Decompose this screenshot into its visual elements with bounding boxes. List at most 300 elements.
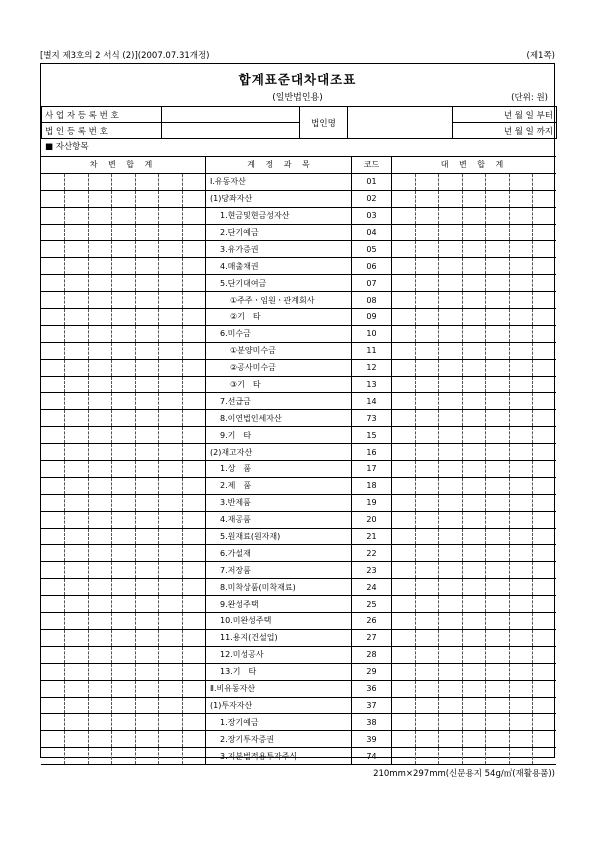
debit-amount-cell[interactable] bbox=[182, 663, 206, 680]
debit-amount-cell[interactable] bbox=[135, 427, 159, 444]
debit-amount-cell[interactable] bbox=[65, 511, 89, 528]
credit-amount-cell[interactable] bbox=[509, 629, 533, 646]
debit-amount-cell[interactable] bbox=[41, 190, 65, 207]
debit-amount-cell[interactable] bbox=[182, 342, 206, 359]
credit-amount-cell[interactable] bbox=[439, 646, 463, 663]
credit-amount-cell[interactable] bbox=[486, 359, 510, 376]
debit-amount-cell[interactable] bbox=[88, 241, 112, 258]
debit-amount-cell[interactable] bbox=[112, 207, 136, 224]
debit-amount-cell[interactable] bbox=[41, 697, 65, 714]
credit-amount-cell[interactable] bbox=[509, 748, 533, 765]
debit-amount-cell[interactable] bbox=[182, 275, 206, 292]
debit-amount-cell[interactable] bbox=[65, 376, 89, 393]
credit-amount-cell[interactable] bbox=[392, 207, 416, 224]
credit-amount-cell[interactable] bbox=[439, 241, 463, 258]
debit-amount-cell[interactable] bbox=[65, 292, 89, 309]
debit-amount-cell[interactable] bbox=[88, 629, 112, 646]
credit-amount-cell[interactable] bbox=[533, 545, 557, 562]
credit-amount-cell[interactable] bbox=[509, 207, 533, 224]
debit-amount-cell[interactable] bbox=[41, 629, 65, 646]
credit-amount-cell[interactable] bbox=[462, 427, 486, 444]
debit-amount-cell[interactable] bbox=[88, 325, 112, 342]
credit-amount-cell[interactable] bbox=[415, 579, 439, 596]
credit-amount-cell[interactable] bbox=[462, 731, 486, 748]
credit-amount-cell[interactable] bbox=[415, 545, 439, 562]
debit-amount-cell[interactable] bbox=[65, 731, 89, 748]
debit-amount-cell[interactable] bbox=[112, 292, 136, 309]
credit-amount-cell[interactable] bbox=[462, 528, 486, 545]
credit-amount-cell[interactable] bbox=[392, 190, 416, 207]
debit-amount-cell[interactable] bbox=[159, 646, 183, 663]
credit-amount-cell[interactable] bbox=[392, 173, 416, 190]
credit-amount-cell[interactable] bbox=[509, 275, 533, 292]
credit-amount-cell[interactable] bbox=[486, 596, 510, 613]
credit-amount-cell[interactable] bbox=[392, 629, 416, 646]
credit-amount-cell[interactable] bbox=[509, 562, 533, 579]
credit-amount-cell[interactable] bbox=[392, 325, 416, 342]
debit-amount-cell[interactable] bbox=[41, 731, 65, 748]
debit-amount-cell[interactable] bbox=[88, 714, 112, 731]
debit-amount-cell[interactable] bbox=[88, 376, 112, 393]
debit-amount-cell[interactable] bbox=[159, 207, 183, 224]
debit-amount-cell[interactable] bbox=[65, 477, 89, 494]
credit-amount-cell[interactable] bbox=[486, 663, 510, 680]
credit-amount-cell[interactable] bbox=[462, 275, 486, 292]
credit-amount-cell[interactable] bbox=[415, 275, 439, 292]
credit-amount-cell[interactable] bbox=[509, 258, 533, 275]
credit-amount-cell[interactable] bbox=[462, 646, 486, 663]
debit-amount-cell[interactable] bbox=[182, 477, 206, 494]
debit-amount-cell[interactable] bbox=[65, 393, 89, 410]
credit-amount-cell[interactable] bbox=[392, 258, 416, 275]
debit-amount-cell[interactable] bbox=[88, 258, 112, 275]
credit-amount-cell[interactable] bbox=[392, 393, 416, 410]
debit-amount-cell[interactable] bbox=[88, 748, 112, 765]
debit-amount-cell[interactable] bbox=[112, 629, 136, 646]
credit-amount-cell[interactable] bbox=[415, 393, 439, 410]
debit-amount-cell[interactable] bbox=[41, 393, 65, 410]
credit-amount-cell[interactable] bbox=[486, 562, 510, 579]
debit-amount-cell[interactable] bbox=[41, 748, 65, 765]
debit-amount-cell[interactable] bbox=[65, 629, 89, 646]
debit-amount-cell[interactable] bbox=[41, 309, 65, 326]
debit-amount-cell[interactable] bbox=[159, 613, 183, 630]
debit-amount-cell[interactable] bbox=[65, 309, 89, 326]
debit-amount-cell[interactable] bbox=[182, 359, 206, 376]
credit-amount-cell[interactable] bbox=[533, 258, 557, 275]
credit-amount-cell[interactable] bbox=[392, 444, 416, 461]
debit-amount-cell[interactable] bbox=[41, 376, 65, 393]
credit-amount-cell[interactable] bbox=[509, 528, 533, 545]
credit-amount-cell[interactable] bbox=[533, 596, 557, 613]
debit-amount-cell[interactable] bbox=[88, 697, 112, 714]
credit-amount-cell[interactable] bbox=[462, 714, 486, 731]
debit-amount-cell[interactable] bbox=[65, 427, 89, 444]
credit-amount-cell[interactable] bbox=[509, 494, 533, 511]
debit-amount-cell[interactable] bbox=[182, 461, 206, 478]
credit-amount-cell[interactable] bbox=[439, 427, 463, 444]
debit-amount-cell[interactable] bbox=[112, 663, 136, 680]
credit-amount-cell[interactable] bbox=[462, 190, 486, 207]
credit-amount-cell[interactable] bbox=[415, 511, 439, 528]
debit-amount-cell[interactable] bbox=[182, 596, 206, 613]
debit-amount-cell[interactable] bbox=[112, 731, 136, 748]
credit-amount-cell[interactable] bbox=[415, 596, 439, 613]
credit-amount-cell[interactable] bbox=[533, 224, 557, 241]
debit-amount-cell[interactable] bbox=[135, 444, 159, 461]
credit-amount-cell[interactable] bbox=[392, 461, 416, 478]
debit-amount-cell[interactable] bbox=[88, 663, 112, 680]
debit-amount-cell[interactable] bbox=[41, 241, 65, 258]
debit-amount-cell[interactable] bbox=[41, 359, 65, 376]
credit-amount-cell[interactable] bbox=[439, 393, 463, 410]
debit-amount-cell[interactable] bbox=[41, 579, 65, 596]
credit-amount-cell[interactable] bbox=[462, 359, 486, 376]
debit-amount-cell[interactable] bbox=[88, 646, 112, 663]
credit-amount-cell[interactable] bbox=[392, 342, 416, 359]
credit-amount-cell[interactable] bbox=[486, 207, 510, 224]
debit-amount-cell[interactable] bbox=[88, 190, 112, 207]
debit-amount-cell[interactable] bbox=[182, 444, 206, 461]
debit-amount-cell[interactable] bbox=[88, 410, 112, 427]
credit-amount-cell[interactable] bbox=[415, 562, 439, 579]
corp-no-field[interactable] bbox=[162, 123, 300, 139]
debit-amount-cell[interactable] bbox=[112, 477, 136, 494]
debit-amount-cell[interactable] bbox=[182, 528, 206, 545]
debit-amount-cell[interactable] bbox=[182, 579, 206, 596]
debit-amount-cell[interactable] bbox=[182, 393, 206, 410]
debit-amount-cell[interactable] bbox=[65, 325, 89, 342]
debit-amount-cell[interactable] bbox=[159, 528, 183, 545]
credit-amount-cell[interactable] bbox=[533, 275, 557, 292]
debit-amount-cell[interactable] bbox=[88, 173, 112, 190]
debit-amount-cell[interactable] bbox=[65, 613, 89, 630]
debit-amount-cell[interactable] bbox=[159, 562, 183, 579]
credit-amount-cell[interactable] bbox=[533, 613, 557, 630]
debit-amount-cell[interactable] bbox=[65, 461, 89, 478]
credit-amount-cell[interactable] bbox=[486, 427, 510, 444]
debit-amount-cell[interactable] bbox=[159, 410, 183, 427]
credit-amount-cell[interactable] bbox=[415, 190, 439, 207]
debit-amount-cell[interactable] bbox=[88, 359, 112, 376]
debit-amount-cell[interactable] bbox=[41, 342, 65, 359]
debit-amount-cell[interactable] bbox=[159, 579, 183, 596]
debit-amount-cell[interactable] bbox=[88, 427, 112, 444]
credit-amount-cell[interactable] bbox=[533, 714, 557, 731]
debit-amount-cell[interactable] bbox=[135, 663, 159, 680]
credit-amount-cell[interactable] bbox=[392, 680, 416, 697]
debit-amount-cell[interactable] bbox=[135, 410, 159, 427]
debit-amount-cell[interactable] bbox=[159, 190, 183, 207]
credit-amount-cell[interactable] bbox=[486, 697, 510, 714]
debit-amount-cell[interactable] bbox=[65, 579, 89, 596]
credit-amount-cell[interactable] bbox=[486, 579, 510, 596]
debit-amount-cell[interactable] bbox=[135, 731, 159, 748]
credit-amount-cell[interactable] bbox=[486, 511, 510, 528]
debit-amount-cell[interactable] bbox=[135, 545, 159, 562]
credit-amount-cell[interactable] bbox=[509, 325, 533, 342]
credit-amount-cell[interactable] bbox=[392, 528, 416, 545]
debit-amount-cell[interactable] bbox=[88, 731, 112, 748]
credit-amount-cell[interactable] bbox=[415, 258, 439, 275]
credit-amount-cell[interactable] bbox=[415, 731, 439, 748]
debit-amount-cell[interactable] bbox=[159, 376, 183, 393]
debit-amount-cell[interactable] bbox=[88, 613, 112, 630]
credit-amount-cell[interactable] bbox=[439, 545, 463, 562]
debit-amount-cell[interactable] bbox=[159, 461, 183, 478]
credit-amount-cell[interactable] bbox=[509, 359, 533, 376]
debit-amount-cell[interactable] bbox=[112, 511, 136, 528]
credit-amount-cell[interactable] bbox=[486, 325, 510, 342]
debit-amount-cell[interactable] bbox=[112, 579, 136, 596]
debit-amount-cell[interactable] bbox=[41, 545, 65, 562]
debit-amount-cell[interactable] bbox=[88, 528, 112, 545]
credit-amount-cell[interactable] bbox=[439, 629, 463, 646]
credit-amount-cell[interactable] bbox=[439, 714, 463, 731]
debit-amount-cell[interactable] bbox=[135, 461, 159, 478]
credit-amount-cell[interactable] bbox=[486, 646, 510, 663]
debit-amount-cell[interactable] bbox=[41, 511, 65, 528]
credit-amount-cell[interactable] bbox=[462, 596, 486, 613]
credit-amount-cell[interactable] bbox=[415, 342, 439, 359]
credit-amount-cell[interactable] bbox=[486, 444, 510, 461]
debit-amount-cell[interactable] bbox=[88, 393, 112, 410]
debit-amount-cell[interactable] bbox=[65, 190, 89, 207]
debit-amount-cell[interactable] bbox=[182, 258, 206, 275]
credit-amount-cell[interactable] bbox=[439, 173, 463, 190]
debit-amount-cell[interactable] bbox=[135, 528, 159, 545]
debit-amount-cell[interactable] bbox=[65, 714, 89, 731]
credit-amount-cell[interactable] bbox=[462, 477, 486, 494]
debit-amount-cell[interactable] bbox=[135, 596, 159, 613]
credit-amount-cell[interactable] bbox=[415, 376, 439, 393]
debit-amount-cell[interactable] bbox=[182, 376, 206, 393]
debit-amount-cell[interactable] bbox=[65, 224, 89, 241]
debit-amount-cell[interactable] bbox=[182, 207, 206, 224]
debit-amount-cell[interactable] bbox=[135, 342, 159, 359]
credit-amount-cell[interactable] bbox=[509, 680, 533, 697]
debit-amount-cell[interactable] bbox=[159, 342, 183, 359]
credit-amount-cell[interactable] bbox=[439, 190, 463, 207]
debit-amount-cell[interactable] bbox=[65, 680, 89, 697]
credit-amount-cell[interactable] bbox=[415, 410, 439, 427]
credit-amount-cell[interactable] bbox=[392, 376, 416, 393]
credit-amount-cell[interactable] bbox=[439, 748, 463, 765]
credit-amount-cell[interactable] bbox=[439, 579, 463, 596]
debit-amount-cell[interactable] bbox=[159, 309, 183, 326]
debit-amount-cell[interactable] bbox=[182, 190, 206, 207]
credit-amount-cell[interactable] bbox=[415, 309, 439, 326]
debit-amount-cell[interactable] bbox=[112, 528, 136, 545]
credit-amount-cell[interactable] bbox=[533, 629, 557, 646]
credit-amount-cell[interactable] bbox=[392, 477, 416, 494]
debit-amount-cell[interactable] bbox=[112, 494, 136, 511]
debit-amount-cell[interactable] bbox=[88, 342, 112, 359]
credit-amount-cell[interactable] bbox=[392, 562, 416, 579]
credit-amount-cell[interactable] bbox=[415, 663, 439, 680]
credit-amount-cell[interactable] bbox=[533, 393, 557, 410]
credit-amount-cell[interactable] bbox=[392, 731, 416, 748]
debit-amount-cell[interactable] bbox=[135, 562, 159, 579]
credit-amount-cell[interactable] bbox=[533, 748, 557, 765]
credit-amount-cell[interactable] bbox=[439, 613, 463, 630]
debit-amount-cell[interactable] bbox=[135, 579, 159, 596]
debit-amount-cell[interactable] bbox=[112, 646, 136, 663]
debit-amount-cell[interactable] bbox=[135, 494, 159, 511]
credit-amount-cell[interactable] bbox=[415, 359, 439, 376]
debit-amount-cell[interactable] bbox=[112, 461, 136, 478]
debit-amount-cell[interactable] bbox=[41, 427, 65, 444]
credit-amount-cell[interactable] bbox=[533, 697, 557, 714]
credit-amount-cell[interactable] bbox=[415, 207, 439, 224]
credit-amount-cell[interactable] bbox=[462, 292, 486, 309]
credit-amount-cell[interactable] bbox=[415, 292, 439, 309]
credit-amount-cell[interactable] bbox=[439, 224, 463, 241]
debit-amount-cell[interactable] bbox=[65, 275, 89, 292]
credit-amount-cell[interactable] bbox=[415, 241, 439, 258]
debit-amount-cell[interactable] bbox=[135, 511, 159, 528]
credit-amount-cell[interactable] bbox=[533, 528, 557, 545]
debit-amount-cell[interactable] bbox=[112, 224, 136, 241]
debit-amount-cell[interactable] bbox=[135, 258, 159, 275]
credit-amount-cell[interactable] bbox=[486, 714, 510, 731]
debit-amount-cell[interactable] bbox=[41, 646, 65, 663]
debit-amount-cell[interactable] bbox=[112, 613, 136, 630]
debit-amount-cell[interactable] bbox=[112, 376, 136, 393]
credit-amount-cell[interactable] bbox=[392, 714, 416, 731]
credit-amount-cell[interactable] bbox=[509, 477, 533, 494]
debit-amount-cell[interactable] bbox=[135, 325, 159, 342]
debit-amount-cell[interactable] bbox=[41, 477, 65, 494]
debit-amount-cell[interactable] bbox=[41, 410, 65, 427]
debit-amount-cell[interactable] bbox=[159, 393, 183, 410]
credit-amount-cell[interactable] bbox=[509, 646, 533, 663]
credit-amount-cell[interactable] bbox=[462, 511, 486, 528]
debit-amount-cell[interactable] bbox=[41, 173, 65, 190]
debit-amount-cell[interactable] bbox=[182, 309, 206, 326]
credit-amount-cell[interactable] bbox=[392, 596, 416, 613]
debit-amount-cell[interactable] bbox=[159, 680, 183, 697]
credit-amount-cell[interactable] bbox=[392, 292, 416, 309]
debit-amount-cell[interactable] bbox=[112, 342, 136, 359]
debit-amount-cell[interactable] bbox=[135, 629, 159, 646]
biz-no-field[interactable] bbox=[162, 107, 300, 123]
debit-amount-cell[interactable] bbox=[159, 545, 183, 562]
debit-amount-cell[interactable] bbox=[135, 241, 159, 258]
credit-amount-cell[interactable] bbox=[439, 275, 463, 292]
debit-amount-cell[interactable] bbox=[135, 309, 159, 326]
credit-amount-cell[interactable] bbox=[462, 393, 486, 410]
credit-amount-cell[interactable] bbox=[392, 663, 416, 680]
credit-amount-cell[interactable] bbox=[439, 292, 463, 309]
credit-amount-cell[interactable] bbox=[486, 528, 510, 545]
credit-amount-cell[interactable] bbox=[415, 461, 439, 478]
credit-amount-cell[interactable] bbox=[462, 207, 486, 224]
debit-amount-cell[interactable] bbox=[182, 697, 206, 714]
debit-amount-cell[interactable] bbox=[65, 545, 89, 562]
credit-amount-cell[interactable] bbox=[439, 731, 463, 748]
credit-amount-cell[interactable] bbox=[392, 309, 416, 326]
credit-amount-cell[interactable] bbox=[439, 697, 463, 714]
credit-amount-cell[interactable] bbox=[462, 376, 486, 393]
credit-amount-cell[interactable] bbox=[509, 579, 533, 596]
credit-amount-cell[interactable] bbox=[533, 309, 557, 326]
credit-amount-cell[interactable] bbox=[509, 731, 533, 748]
debit-amount-cell[interactable] bbox=[159, 241, 183, 258]
debit-amount-cell[interactable] bbox=[88, 477, 112, 494]
credit-amount-cell[interactable] bbox=[439, 680, 463, 697]
credit-amount-cell[interactable] bbox=[509, 427, 533, 444]
debit-amount-cell[interactable] bbox=[159, 275, 183, 292]
credit-amount-cell[interactable] bbox=[509, 545, 533, 562]
debit-amount-cell[interactable] bbox=[135, 376, 159, 393]
credit-amount-cell[interactable] bbox=[486, 748, 510, 765]
credit-amount-cell[interactable] bbox=[509, 342, 533, 359]
credit-amount-cell[interactable] bbox=[533, 562, 557, 579]
credit-amount-cell[interactable] bbox=[439, 342, 463, 359]
credit-amount-cell[interactable] bbox=[415, 325, 439, 342]
debit-amount-cell[interactable] bbox=[159, 714, 183, 731]
debit-amount-cell[interactable] bbox=[159, 748, 183, 765]
debit-amount-cell[interactable] bbox=[41, 596, 65, 613]
debit-amount-cell[interactable] bbox=[88, 579, 112, 596]
debit-amount-cell[interactable] bbox=[182, 714, 206, 731]
debit-amount-cell[interactable] bbox=[65, 444, 89, 461]
credit-amount-cell[interactable] bbox=[439, 325, 463, 342]
debit-amount-cell[interactable] bbox=[135, 477, 159, 494]
debit-amount-cell[interactable] bbox=[159, 511, 183, 528]
debit-amount-cell[interactable] bbox=[112, 410, 136, 427]
debit-amount-cell[interactable] bbox=[112, 714, 136, 731]
credit-amount-cell[interactable] bbox=[439, 376, 463, 393]
debit-amount-cell[interactable] bbox=[88, 207, 112, 224]
credit-amount-cell[interactable] bbox=[486, 292, 510, 309]
debit-amount-cell[interactable] bbox=[65, 663, 89, 680]
credit-amount-cell[interactable] bbox=[509, 613, 533, 630]
debit-amount-cell[interactable] bbox=[159, 292, 183, 309]
debit-amount-cell[interactable] bbox=[41, 444, 65, 461]
credit-amount-cell[interactable] bbox=[462, 173, 486, 190]
debit-amount-cell[interactable] bbox=[65, 697, 89, 714]
debit-amount-cell[interactable] bbox=[41, 613, 65, 630]
debit-amount-cell[interactable] bbox=[159, 224, 183, 241]
debit-amount-cell[interactable] bbox=[65, 410, 89, 427]
debit-amount-cell[interactable] bbox=[41, 680, 65, 697]
credit-amount-cell[interactable] bbox=[392, 275, 416, 292]
credit-amount-cell[interactable] bbox=[462, 444, 486, 461]
debit-amount-cell[interactable] bbox=[88, 545, 112, 562]
debit-amount-cell[interactable] bbox=[112, 427, 136, 444]
debit-amount-cell[interactable] bbox=[41, 292, 65, 309]
credit-amount-cell[interactable] bbox=[415, 748, 439, 765]
credit-amount-cell[interactable] bbox=[415, 646, 439, 663]
debit-amount-cell[interactable] bbox=[112, 680, 136, 697]
debit-amount-cell[interactable] bbox=[88, 680, 112, 697]
debit-amount-cell[interactable] bbox=[159, 173, 183, 190]
credit-amount-cell[interactable] bbox=[533, 511, 557, 528]
debit-amount-cell[interactable] bbox=[135, 714, 159, 731]
credit-amount-cell[interactable] bbox=[486, 258, 510, 275]
debit-amount-cell[interactable] bbox=[88, 461, 112, 478]
credit-amount-cell[interactable] bbox=[439, 207, 463, 224]
credit-amount-cell[interactable] bbox=[509, 292, 533, 309]
debit-amount-cell[interactable] bbox=[112, 241, 136, 258]
credit-amount-cell[interactable] bbox=[486, 680, 510, 697]
debit-amount-cell[interactable] bbox=[112, 325, 136, 342]
credit-amount-cell[interactable] bbox=[462, 579, 486, 596]
credit-amount-cell[interactable] bbox=[439, 258, 463, 275]
credit-amount-cell[interactable] bbox=[415, 697, 439, 714]
